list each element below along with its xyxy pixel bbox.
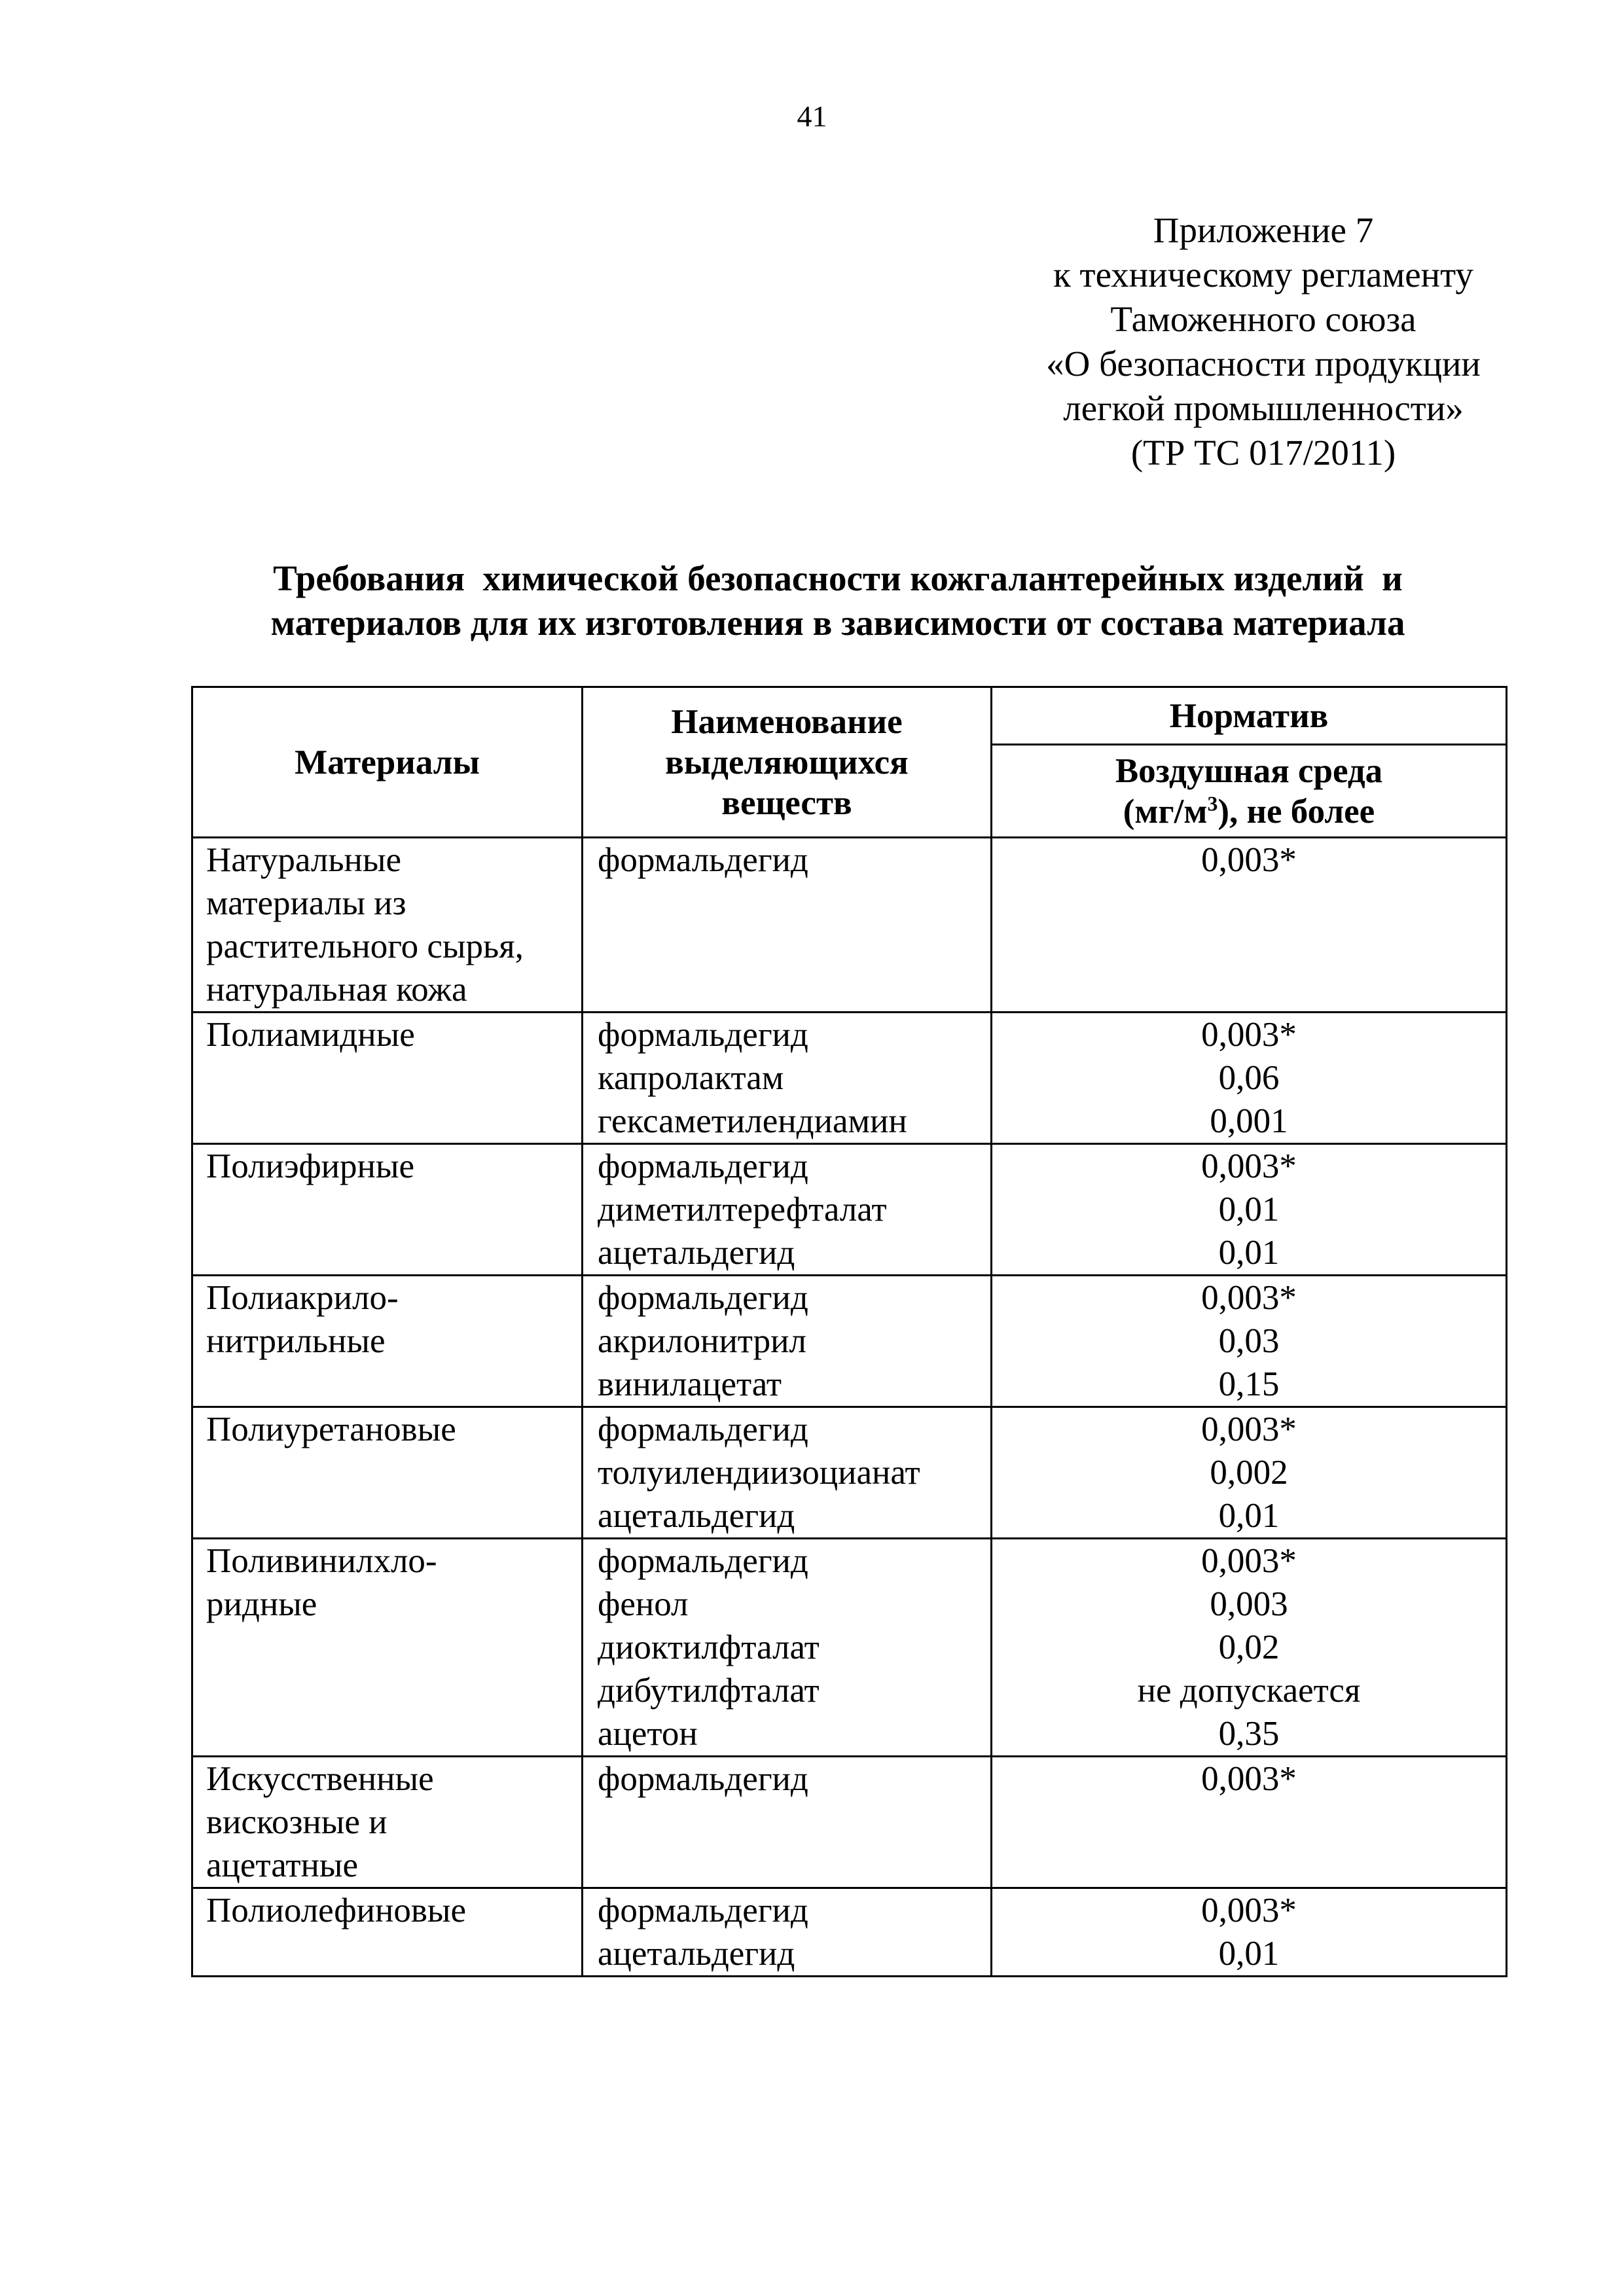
table-row — [192, 1407, 1507, 1539]
appendix-line: к техническому регламенту — [1053, 255, 1473, 295]
norm-value-line: 0,001 — [1210, 1102, 1288, 1140]
material-line: натуральная кожа — [206, 971, 467, 1009]
header-air-line: Воздушная среда — [1115, 751, 1383, 790]
norm-value-line: 0,003 — [1210, 1585, 1288, 1623]
material-line: вискозные и — [206, 1803, 388, 1841]
material-line: ридные — [206, 1585, 317, 1623]
material-cell — [192, 1276, 583, 1407]
table-row — [192, 1013, 1507, 1144]
substances-line: гексаметилендиамин — [598, 1102, 907, 1140]
material-cell — [192, 1013, 583, 1144]
material-line: Полиолефиновые — [206, 1892, 467, 1929]
material-line: Полиакрило- — [206, 1279, 399, 1317]
norm-value-line: 0,003* — [1201, 1279, 1297, 1317]
substances-line: фенол — [598, 1585, 689, 1623]
norm-value-line: 0,02 — [1218, 1628, 1280, 1666]
substances-line: акрилонитрил — [598, 1322, 806, 1360]
material-line: Полиамидные — [206, 1016, 415, 1054]
substances-cell — [583, 1407, 992, 1539]
substances-cell — [583, 1276, 992, 1407]
table-row — [192, 838, 1507, 1013]
material-line: Полиуретановые — [206, 1410, 456, 1448]
header-substances-line: выделяющихся — [665, 743, 909, 781]
norm-value-line: 0,35 — [1218, 1715, 1280, 1753]
material-cell — [192, 1144, 583, 1276]
norm-value-cell — [992, 1276, 1507, 1407]
header-materials: Материалы — [192, 687, 583, 838]
appendix-line: (ТР ТС 017/2011) — [1130, 433, 1396, 473]
norm-value-cell — [992, 1539, 1507, 1757]
norm-value-line: 0,003* — [1201, 1016, 1297, 1054]
norm-value-line: 0,03 — [1218, 1322, 1280, 1360]
norm-value-line: 0,01 — [1218, 1191, 1280, 1229]
appendix-line: легкой промышленности» — [1063, 388, 1464, 428]
header-air-environment — [992, 745, 1507, 838]
material-line: растительного сырья, — [206, 927, 524, 965]
substances-cell — [583, 1144, 992, 1276]
substances-line: формальдегид — [598, 1410, 808, 1448]
norm-value-cell — [992, 1888, 1507, 1977]
material-cell — [192, 1407, 583, 1539]
norm-value-line: 0,003* — [1201, 1410, 1297, 1448]
substances-line: дибутилфталат — [598, 1672, 820, 1710]
norm-value-line: 0,003* — [1201, 1760, 1297, 1798]
substances-line: формальдегид — [598, 1279, 808, 1317]
substances-line: формальдегид — [598, 841, 808, 879]
header-substances — [583, 687, 992, 838]
substances-line: диоктилфталат — [598, 1628, 820, 1666]
appendix-line: Приложение 7 — [1153, 210, 1374, 250]
appendix-reference — [805, 208, 1624, 475]
header-norm: Норматив — [992, 687, 1507, 745]
substances-line: ацетальдегид — [598, 1935, 795, 1973]
norm-value-line: 0,003* — [1201, 1542, 1297, 1580]
substances-line: ацетон — [598, 1715, 698, 1753]
page-number: 41 — [797, 99, 827, 133]
substances-line: ацетальдегид — [598, 1234, 795, 1272]
norm-value-line: 0,01 — [1218, 1935, 1280, 1973]
document-title — [190, 556, 1486, 645]
substances-cell — [583, 1539, 992, 1757]
norm-value-line: 0,003* — [1201, 1147, 1297, 1185]
norm-value-cell — [992, 1407, 1507, 1539]
norm-value-cell — [992, 1013, 1507, 1144]
norm-value-line: 0,003* — [1201, 1892, 1297, 1929]
header-substances-line: Наименование — [671, 702, 903, 741]
document-title-line: материалов для их изготовления в зависимости от состава материала — [270, 603, 1405, 643]
material-line: Натуральные — [206, 841, 401, 879]
requirements-table — [191, 686, 1507, 1977]
table-row — [192, 1276, 1507, 1407]
substances-line: диметилтерефталат — [598, 1191, 887, 1229]
norm-value-line: 0,002 — [1210, 1454, 1288, 1492]
substances-line: формальдегид — [598, 1760, 808, 1798]
material-line: ацетатные — [206, 1846, 359, 1884]
norm-value-line: 0,01 — [1218, 1234, 1280, 1272]
material-cell — [192, 1539, 583, 1757]
table-row — [192, 1144, 1507, 1276]
material-cell — [192, 1888, 583, 1977]
substances-cell — [583, 1888, 992, 1977]
header-air-unit: $(мг/м^3)$, не более — [1123, 791, 1375, 831]
substances-line: толуилендиизоцианат — [598, 1454, 920, 1492]
table-row — [192, 1888, 1507, 1977]
substances-cell — [583, 1757, 992, 1888]
substances-line: формальдегид — [598, 1542, 808, 1580]
material-line: Поливинилхло- — [206, 1542, 437, 1580]
appendix-line: Таможенного союза — [1110, 299, 1416, 339]
material-line: Полиэфирные — [206, 1147, 415, 1185]
norm-value-cell — [992, 1144, 1507, 1276]
material-line: Искусственные — [206, 1760, 434, 1798]
substances-line: формальдегид — [598, 1016, 808, 1054]
material-cell — [192, 1757, 583, 1888]
norm-value-cell — [992, 1757, 1507, 1888]
document-title-line: Требования химической безопасности кожгалантерейных изделий и — [273, 558, 1403, 598]
norm-value-cell — [992, 838, 1507, 1013]
norm-value-line: 0,01 — [1218, 1497, 1280, 1535]
table-row — [192, 1539, 1507, 1757]
substances-line: формальдегид — [598, 1147, 808, 1185]
material-line: нитрильные — [206, 1322, 386, 1360]
substances-line: формальдегид — [598, 1892, 808, 1929]
material-cell — [192, 838, 583, 1013]
substances-cell — [583, 838, 992, 1013]
substances-cell — [583, 1013, 992, 1144]
norm-value-line: 0,15 — [1218, 1365, 1280, 1403]
appendix-line: «О безопасности продукции — [1046, 344, 1481, 384]
table-row — [192, 1757, 1507, 1888]
material-line: материалы из — [206, 884, 406, 922]
substances-line: капролактам — [598, 1059, 784, 1097]
header-substances-line: веществ — [721, 783, 852, 822]
norm-value-line: не допускается — [1137, 1672, 1361, 1710]
norm-value-line: 0,06 — [1218, 1059, 1280, 1097]
substances-line: винилацетат — [598, 1365, 782, 1403]
norm-value-line: 0,003* — [1201, 841, 1297, 879]
substances-line: ацетальдегид — [598, 1497, 795, 1535]
